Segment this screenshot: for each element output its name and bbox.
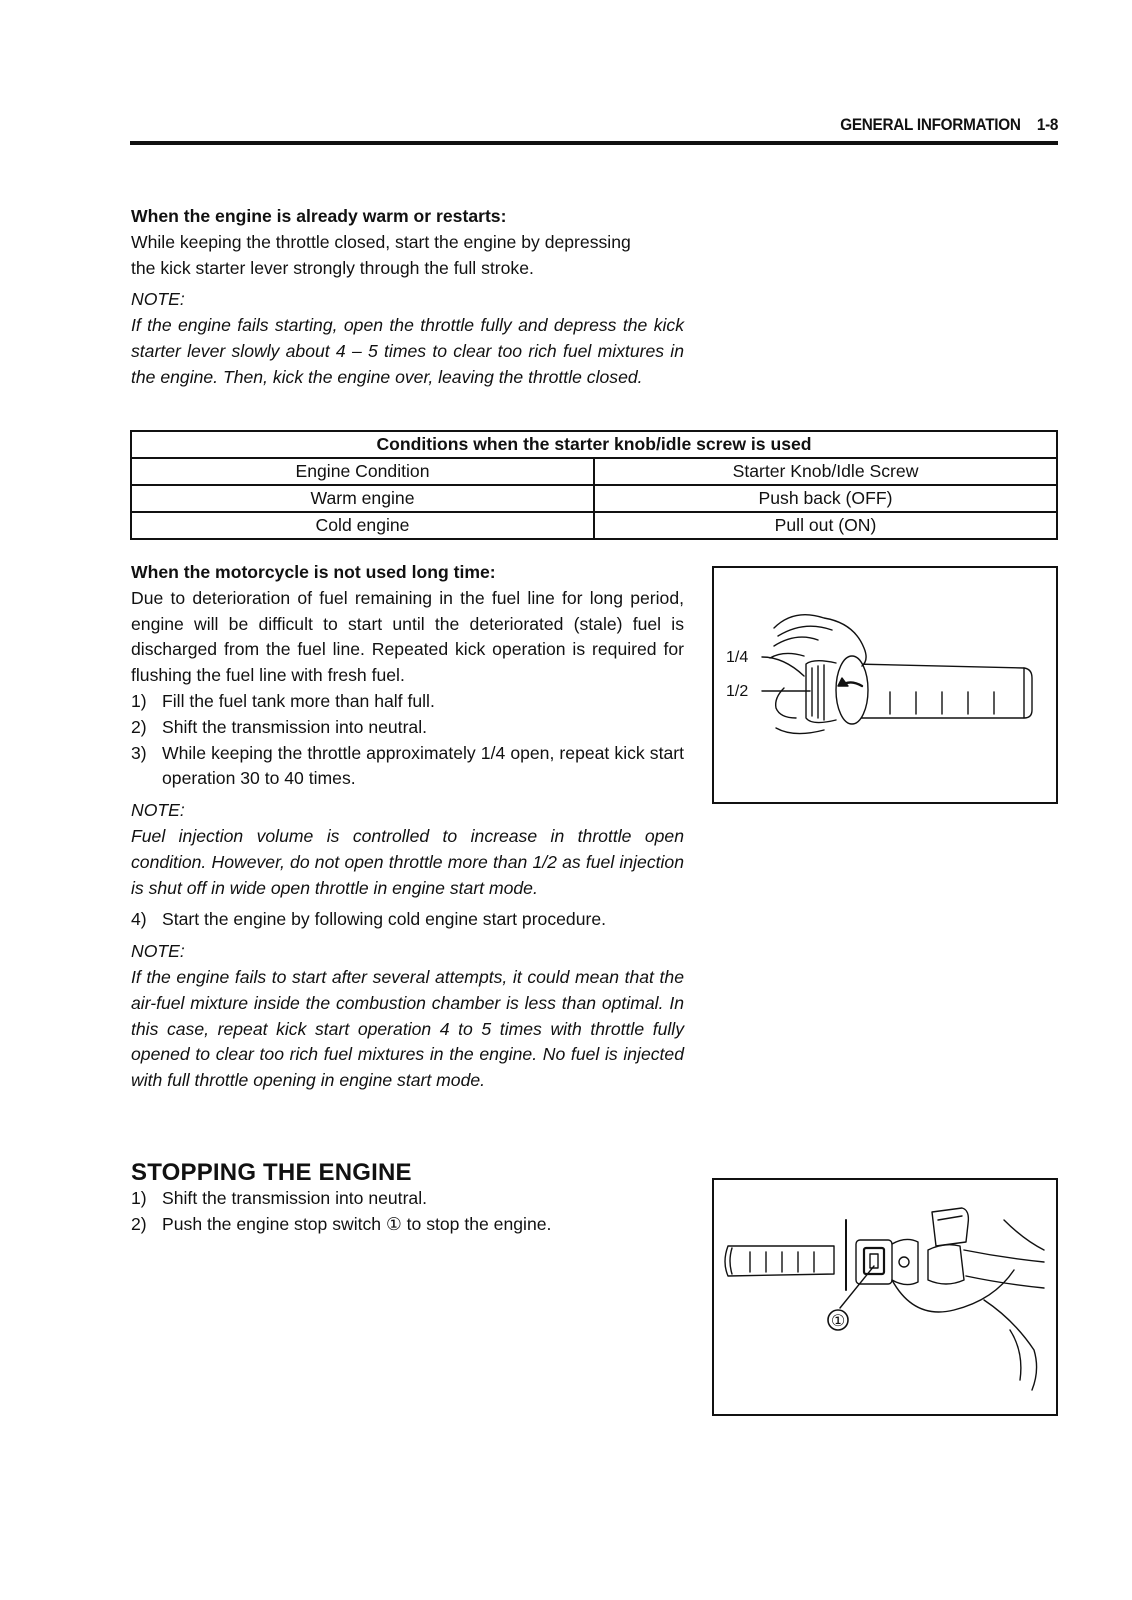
step-number: 3) bbox=[131, 742, 147, 763]
step-text: Shift the transmission into neutral. bbox=[162, 716, 428, 737]
table-cell: Warm engine bbox=[131, 485, 594, 512]
long-time-note2-label: NOTE: bbox=[131, 941, 185, 962]
label-quarter-throttle: 1/4 bbox=[726, 649, 749, 666]
list-item bbox=[131, 907, 684, 933]
step-number: 2) bbox=[131, 716, 147, 737]
starter-conditions-table bbox=[130, 430, 1058, 540]
engine-stop-switch-illustration bbox=[714, 1180, 1056, 1414]
stopping-steps bbox=[131, 1186, 684, 1238]
warm-start-note-text: If the engine fails starting, open the throttle fully and depress the kick starter lever slowly about 4 – 5 times to clear too rich fuel mixtures in the engine. Then, kick the engine over, leaving the throttle closed. bbox=[131, 315, 684, 387]
table-header-starter-knob: Starter Knob/Idle Screw bbox=[594, 458, 1057, 485]
throttle-grip-illustration bbox=[714, 568, 1056, 802]
header-text bbox=[840, 115, 1058, 135]
stopping-section bbox=[131, 1160, 684, 1237]
step-text: While keeping the throttle approximately 1/4 open, repeat kick start operation 30 to 40 times. bbox=[162, 742, 684, 789]
step-number: 4) bbox=[131, 909, 147, 930]
long-time-intro: Due to deterioration of fuel remaining in the fuel line for long period, engine will be difficult to start until the deteriorated (stale) fuel is discharged from the fuel line. Repeated kick operation is required for flushing the fuel line with fresh fuel. bbox=[131, 587, 684, 686]
header-section: GENERAL INFORMATION bbox=[840, 115, 1021, 134]
list-item bbox=[131, 741, 684, 793]
list-item bbox=[131, 1212, 684, 1238]
warm-start-line-2: the kick starter lever strongly through the full stroke. bbox=[131, 257, 534, 278]
table-cell: Cold engine bbox=[131, 512, 594, 539]
long-time-step-4 bbox=[131, 907, 684, 933]
long-time-steps bbox=[131, 689, 684, 792]
table-title: Conditions when the starter knob/idle screw is used bbox=[131, 431, 1057, 458]
throttle-grip-figure bbox=[712, 566, 1058, 804]
step-text: Fill the fuel tank more than half full. bbox=[162, 690, 435, 711]
step-number: 1) bbox=[131, 1187, 147, 1208]
table-header-row bbox=[131, 458, 1057, 485]
long-time-note1-label: NOTE: bbox=[131, 800, 185, 821]
table-cell: Push back (OFF) bbox=[594, 485, 1057, 512]
list-item bbox=[131, 689, 684, 715]
step-number: 1) bbox=[131, 690, 147, 711]
switch-callout-number: ① bbox=[830, 1311, 846, 1330]
table-header-engine-condition: Engine Condition bbox=[131, 458, 594, 485]
table-title-row bbox=[131, 431, 1057, 458]
page-header bbox=[130, 113, 1058, 145]
header-page-number: 1-8 bbox=[1036, 115, 1058, 134]
long-time-note1-text: Fuel injection volume is controlled to increase in throttle open condition. However, do not open throttle more than 1/2 as fuel injection is shut off in wide open throttle in engine start mode. bbox=[131, 825, 684, 898]
table-row bbox=[131, 485, 1057, 512]
warm-start-note-label: NOTE: bbox=[131, 289, 185, 310]
long-time-heading: When the motorcycle is not used long time: bbox=[131, 562, 496, 582]
warm-start-heading: When the engine is already warm or restarts: bbox=[131, 206, 507, 226]
step-text: Push the engine stop switch ① to stop the engine. bbox=[162, 1213, 552, 1234]
list-item bbox=[131, 715, 684, 741]
step-text: Start the engine by following cold engine start procedure. bbox=[162, 909, 607, 930]
long-time-note2-text: If the engine fails to start after several attempts, it could mean that the air-fuel mixture inside the combustion chamber is less than optimal. In this case, repeat kick start operation 4 to 5 times with throttle fully opened to clear too rich fuel mixtures in the engine. No fuel is injected with full throttle opening in engine start mode. bbox=[131, 966, 684, 1091]
long-time-section bbox=[131, 560, 684, 1094]
label-half-throttle: 1/2 bbox=[726, 683, 749, 700]
engine-stop-switch-figure bbox=[712, 1178, 1058, 1416]
list-item bbox=[131, 1186, 684, 1212]
warm-start-line-1: While keeping the throttle closed, start the engine by depressing bbox=[131, 231, 631, 252]
table-row bbox=[131, 512, 1057, 539]
step-number: 2) bbox=[131, 1213, 147, 1234]
table-cell: Pull out (ON) bbox=[594, 512, 1057, 539]
stopping-heading: STOPPING THE ENGINE bbox=[131, 1159, 412, 1186]
step-text: Shift the transmission into neutral. bbox=[162, 1187, 428, 1208]
warm-start-section bbox=[131, 204, 684, 391]
